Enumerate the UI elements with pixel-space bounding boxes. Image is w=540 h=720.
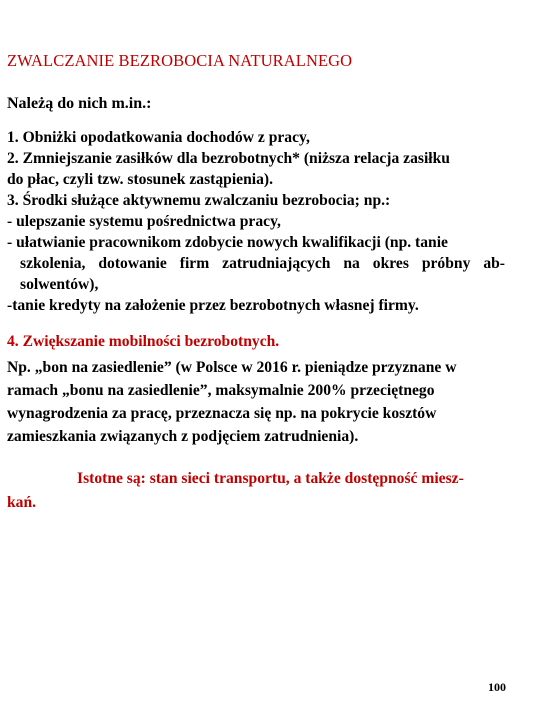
transport-note-line-2: kań. (7, 494, 37, 511)
section-4-line: wynagrodzenia za pracę, przeznacza się np. na pokrycie kosztów (7, 405, 437, 422)
list-item-2-continuation: do płac, czyli tzw. stosunek zastąpienia). (7, 171, 273, 188)
transport-note-line-1: Istotne są: stan sieci transportu, a także dostępność miesz- (77, 470, 464, 487)
page-title: ZWALCZANIE BEZROBOCIA NATURALNEGO (7, 51, 353, 70)
sub-item-placement: - ulepszanie systemu pośrednictwa pracy, (7, 213, 281, 230)
list-item-1: 1. Obniżki opodatkowania dochodów z pracy, (7, 129, 310, 146)
section-4-line: ramach „bonu na zasiedlenie”, maksymalnie 200% przeciętnego (7, 382, 435, 399)
intro-text: Należą do nich m.in.: (7, 95, 152, 112)
sub-item-qualifications-continuation: szkolenia, dotowanie firm zatrudniających na okres próbny ab- (20, 255, 505, 272)
sub-item-qualifications: - ułatwianie pracownikom zdobycie nowych kwalifikacji (np. tanie (7, 234, 448, 251)
section-4-body (7, 356, 507, 448)
section-4-heading: 4. Zwiększanie mobilności bezrobotnych. (7, 333, 280, 350)
sub-item-qualifications-end: solwentów), (20, 276, 99, 293)
section-4-line: zamieszkania związanych z podjęciem zatrudnienia). (7, 428, 359, 445)
sub-item-loans: -tanie kredyty na założenie przez bezrobotnych własnej firmy. (7, 297, 419, 314)
measures-list (7, 127, 507, 316)
page-number: 100 (488, 680, 506, 694)
list-item-2: 2. Zmniejszanie zasiłków dla bezrobotnych* (niższa relacja zasiłku (7, 150, 450, 167)
section-4-line: Np. „bon na zasiedlenie” (w Polsce w 2016 r. pieniądze przyznane w (7, 359, 457, 376)
transport-note (7, 467, 507, 515)
list-item-3: 3. Środki służące aktywnemu zwalczaniu bezrobocia; np.: (7, 192, 391, 209)
